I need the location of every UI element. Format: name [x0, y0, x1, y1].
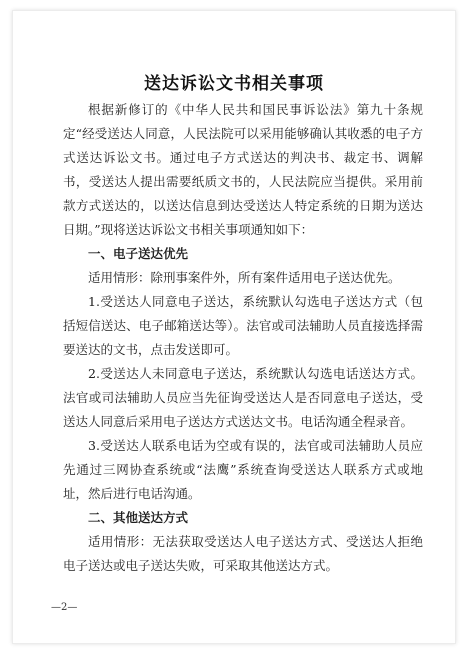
document-body	[63, 98, 423, 578]
section1-item2: 2.受送达人未同意电子送达，系统默认勾选电话送达方式。法官或司法辅助人员应当先征询受送达人是否同意电子送达，受送达人同意后采用电子送达方式送达文书。电话沟通全程录音。	[63, 366, 423, 429]
intro-paragraph: 根据新修订的《中华人民共和国民事诉讼法》第九十条规定“经受送达人同意，人民法院可以采用能够确认其收悉的电子方式送达诉讼文书。通过电子方式送达的判决书、裁定书、调解书，受送达人提出需要纸质文书的，人民法院应当提供。采用前款方式送达的，以送达信息到达受送达人特定系统的日期为送达日期。”现将送达诉讼文书相关事项通知如下：	[63, 102, 423, 237]
document-title: 送达诉讼文书相关事项	[144, 74, 324, 94]
section1-item1: 1.受送达人同意电子送达，系统默认勾选电子送达方式（包括短信送达、电子邮箱送达等）。法官或司法辅助人员直接选择需要送达的文书，点击发送即可。	[63, 294, 423, 357]
section1-item3: 3.受送达人联系电话为空或有误的，法官或司法辅助人员应先通过三网协查系统或“法鹰”系统查询受送达人联系方式或地址，然后进行电话沟通。	[63, 438, 423, 501]
section2-heading: 二、其他送达方式	[88, 510, 189, 525]
page-number: —2—	[51, 602, 78, 613]
section2-scope: 适用情形：无法获取受送达人电子送达方式、受送达人拒绝电子送达或电子送达失败，可采取其他送达方式。	[63, 534, 423, 573]
section1-scope: 适用情形：除刑事案件外，所有案件适用电子送达优先。	[88, 270, 401, 285]
section1-heading: 一、电子送达优先	[88, 246, 189, 261]
document-page	[12, 10, 456, 644]
